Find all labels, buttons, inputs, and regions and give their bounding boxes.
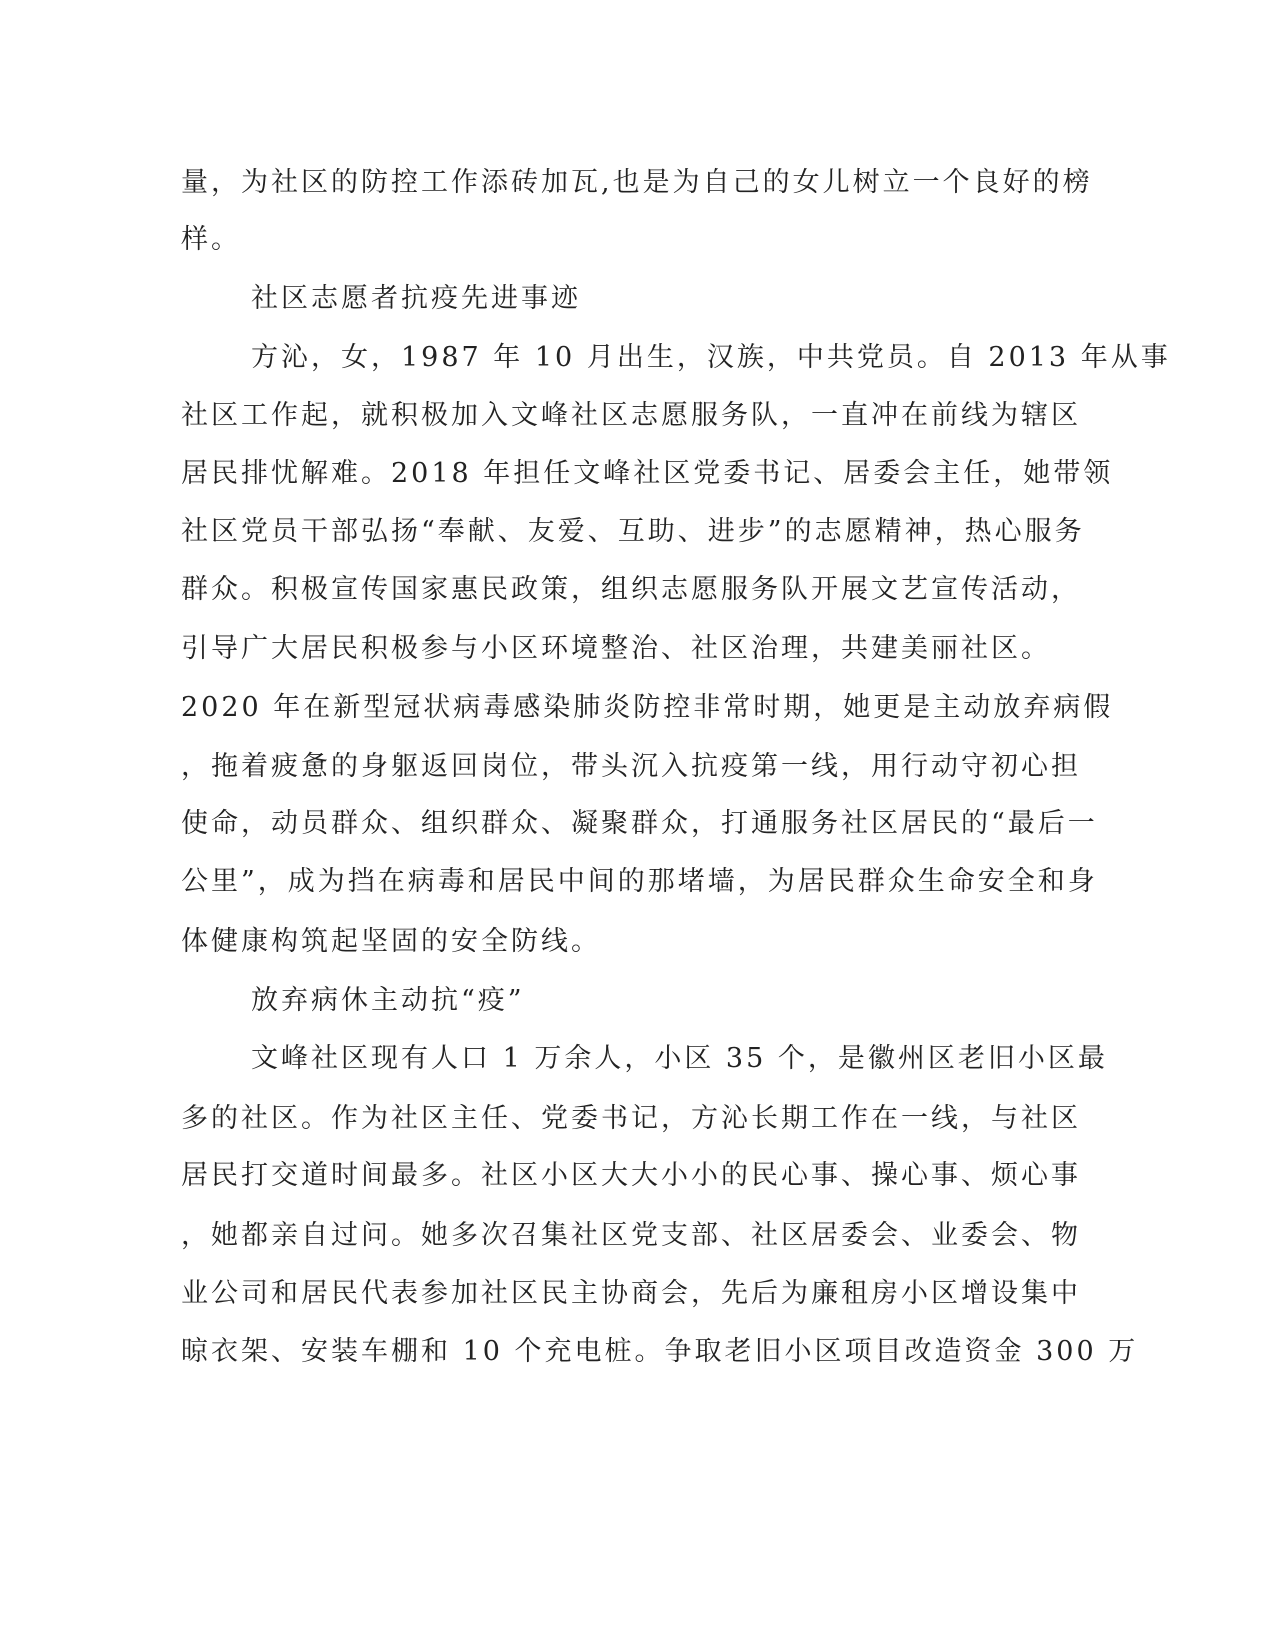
body-text-line: 引导广大居民积极参与小区环境整治、社区治理，共建美丽社区。 <box>181 633 1051 664</box>
body-text-line: 社区工作起，就积极加入文峰社区志愿服务队，一直冲在前线为辖区 <box>181 400 1081 431</box>
body-text-line: 多的社区。作为社区主任、党委书记，方沁长期工作在一线，与社区 <box>181 1103 1081 1134</box>
body-text-line: 文峰社区现有人口 1 万余人，小区 35 个，是徽州区老旧小区最 <box>251 1043 1108 1074</box>
body-text-line: 群众。积极宣传国家惠民政策，组织志愿服务队开展文艺宣传活动， <box>181 574 1081 605</box>
body-text-line: ，拖着疲惫的身躯返回岗位，带头沉入抗疫第一线，用行动守初心担 <box>181 751 1081 782</box>
body-text-line: 居民排忧解难。2018 年担任文峰社区党委书记、居委会主任，她带领 <box>181 458 1114 489</box>
body-text-line: 公里”，成为挡在病毒和居民中间的那堵墙，为居民群众生命安全和身 <box>181 866 1098 897</box>
body-text-line: 方沁，女，1987 年 10 月出生，汉族，中共党员。自 2013 年从事 <box>251 342 1171 373</box>
body-text-line: 社区党员干部弘扬“奉献、友爱、互助、进步”的志愿精神，热心服务 <box>181 516 1085 547</box>
body-text-line: 业公司和居民代表参加社区民主协商会，先后为廉租房小区增设集中 <box>181 1278 1081 1309</box>
body-text-line: 2020 年在新型冠状病毒感染肺炎防控非常时期，她更是主动放弃病假 <box>181 692 1114 723</box>
body-text-line: 样。 <box>181 224 241 255</box>
body-text-line: 晾衣架、安装车棚和 10 个充电桩。争取老旧小区项目改造资金 300 万 <box>181 1336 1139 1367</box>
body-text-line: 居民打交道时间最多。社区小区大大小小的民心事、操心事、烦心事 <box>181 1160 1081 1191</box>
body-text-line: 体健康构筑起坚固的安全防线。 <box>181 926 601 957</box>
section-heading: 放弃病休主动抗“疫” <box>251 985 525 1016</box>
body-text-line: ，她都亲自过问。她多次召集社区党支部、社区居委会、业委会、物 <box>181 1220 1081 1251</box>
body-text-line: 量，为社区的防控工作添砖加瓦,也是为自己的女儿树立一个良好的榜 <box>181 167 1093 198</box>
section-heading: 社区志愿者抗疫先进事迹 <box>251 283 581 314</box>
body-text-line: 使命，动员群众、组织群众、凝聚群众，打通服务社区居民的“最后一 <box>181 808 1098 839</box>
